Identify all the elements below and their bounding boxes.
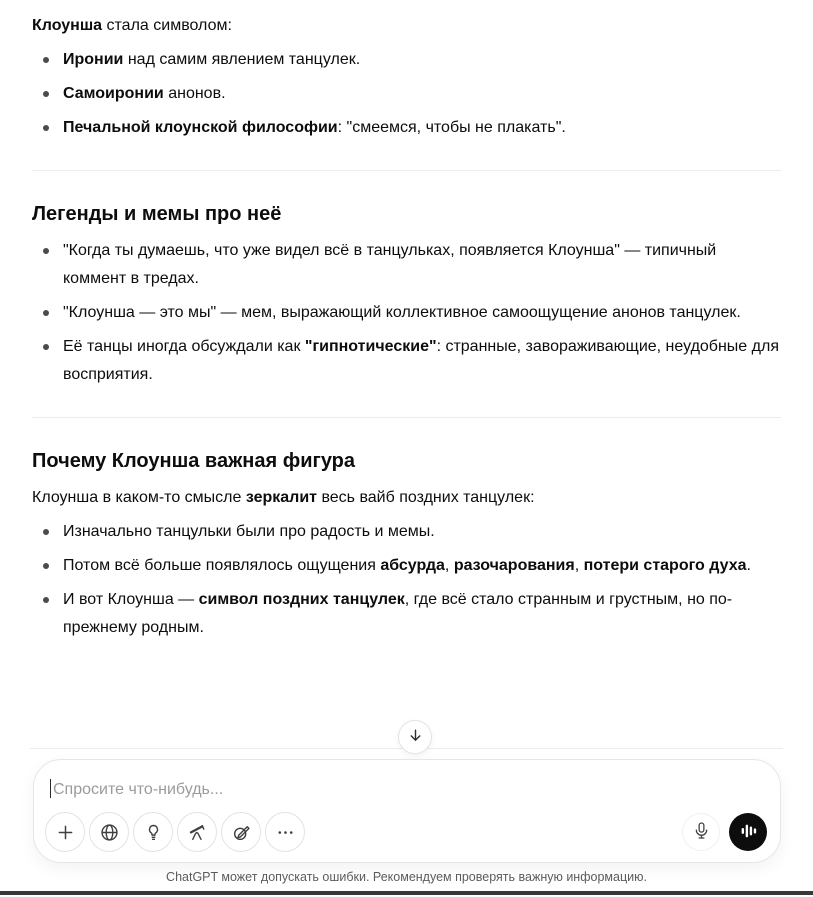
plus-icon — [55, 822, 76, 843]
intro-paragraph — [32, 12, 781, 40]
list-item-bold: Самоиронии — [63, 85, 164, 102]
intro-rest: стала символом: — [102, 17, 232, 34]
why-text: весь вайб поздних танцулек: — [317, 489, 535, 506]
globe-icon — [99, 822, 120, 843]
legends-list — [32, 237, 781, 389]
deep-research-button[interactable] — [177, 812, 217, 852]
list-item — [63, 299, 781, 327]
list-item-bold: символ поздних танцулек — [198, 591, 405, 608]
list-item — [63, 552, 781, 580]
list-item — [63, 518, 781, 546]
list-item-bold: Печальной клоунской философии — [63, 119, 338, 136]
section-heading-legends: Легенды и мемы про неё — [32, 203, 282, 225]
list-item-text: анонов. — [163, 85, 226, 102]
disclaimer-text: ChatGPT может допускать ошибки. Рекомендуем проверять важную информацию. — [166, 870, 647, 884]
list-item — [63, 586, 781, 642]
list-item-bold: разочарования — [453, 557, 575, 574]
think-button[interactable] — [133, 812, 173, 852]
list-item-bold: "гипнотические" — [304, 338, 437, 355]
list-item-text: . — [746, 557, 751, 574]
list-item-text: : странные, завораживающие, неудобные для восприятия. — [63, 338, 779, 383]
list-item — [63, 333, 781, 389]
composer-toolbar — [45, 812, 767, 852]
why-paragraph — [32, 484, 781, 512]
list-item — [63, 237, 781, 293]
section-divider — [32, 170, 781, 171]
lightbulb-icon — [143, 822, 164, 843]
section-divider — [32, 417, 781, 418]
create-image-button[interactable] — [221, 812, 261, 852]
list-item-text: , — [574, 557, 584, 574]
list-item-text: "Клоунша — это мы" — мем, выражающий коллективное самоощущение анонов танцулек. — [63, 304, 741, 321]
dictate-button[interactable] — [682, 813, 720, 851]
list-item — [63, 80, 781, 108]
list-item — [63, 46, 781, 74]
add-attachment-button[interactable] — [45, 812, 85, 852]
window-bottom-edge — [0, 891, 813, 895]
list-item-bold: абсурда — [380, 557, 445, 574]
list-item — [63, 114, 781, 142]
pen-circle-icon — [231, 822, 252, 843]
intro-bold: Клоунша — [32, 17, 103, 34]
list-item-text: , где всё стало странным и грустным, но по-прежнему родным. — [63, 591, 733, 636]
more-tools-button[interactable] — [265, 812, 305, 852]
ellipsis-icon — [275, 822, 296, 843]
symbol-list — [32, 46, 781, 142]
scroll-to-bottom-button[interactable] — [398, 720, 432, 754]
section-heading-why: Почему Клоунша важная фигура — [32, 450, 356, 472]
microphone-icon — [692, 821, 711, 843]
telescope-icon — [187, 822, 208, 843]
input-placeholder: Спросите что-нибудь... — [53, 781, 224, 798]
message-input[interactable] — [50, 778, 764, 802]
list-item-text: Её танцы иногда обсуждали как — [63, 338, 305, 355]
why-text: Клоунша в каком-то смысле — [32, 489, 246, 506]
arrow-down-icon — [407, 727, 424, 747]
message-composer[interactable] — [33, 759, 781, 863]
list-item-text: Потом всё больше появлялось ощущения — [63, 557, 381, 574]
list-item-text: над самим явлением танцулек. — [123, 51, 361, 68]
why-list — [32, 518, 781, 642]
why-bold: зеркалит — [245, 489, 317, 506]
list-item-text: , — [444, 557, 454, 574]
voice-mode-button[interactable] — [729, 813, 767, 851]
list-item-bold: потери старого духа — [583, 557, 747, 574]
list-item-text: "Когда ты думаешь, что уже видел всё в танцульках, появляется Клоунша" — типичный коммент в тредах. — [63, 242, 717, 287]
list-item-text: И вот Клоунша — — [63, 591, 199, 608]
list-item-bold: Иронии — [63, 51, 124, 68]
voice-waveform-icon — [739, 822, 757, 843]
list-item-text: : "смеемся, чтобы не плакать". — [337, 119, 566, 136]
web-search-button[interactable] — [89, 812, 129, 852]
list-item-text: Изначально танцульки были про радость и мемы. — [63, 523, 435, 540]
text-caret — [50, 779, 51, 798]
